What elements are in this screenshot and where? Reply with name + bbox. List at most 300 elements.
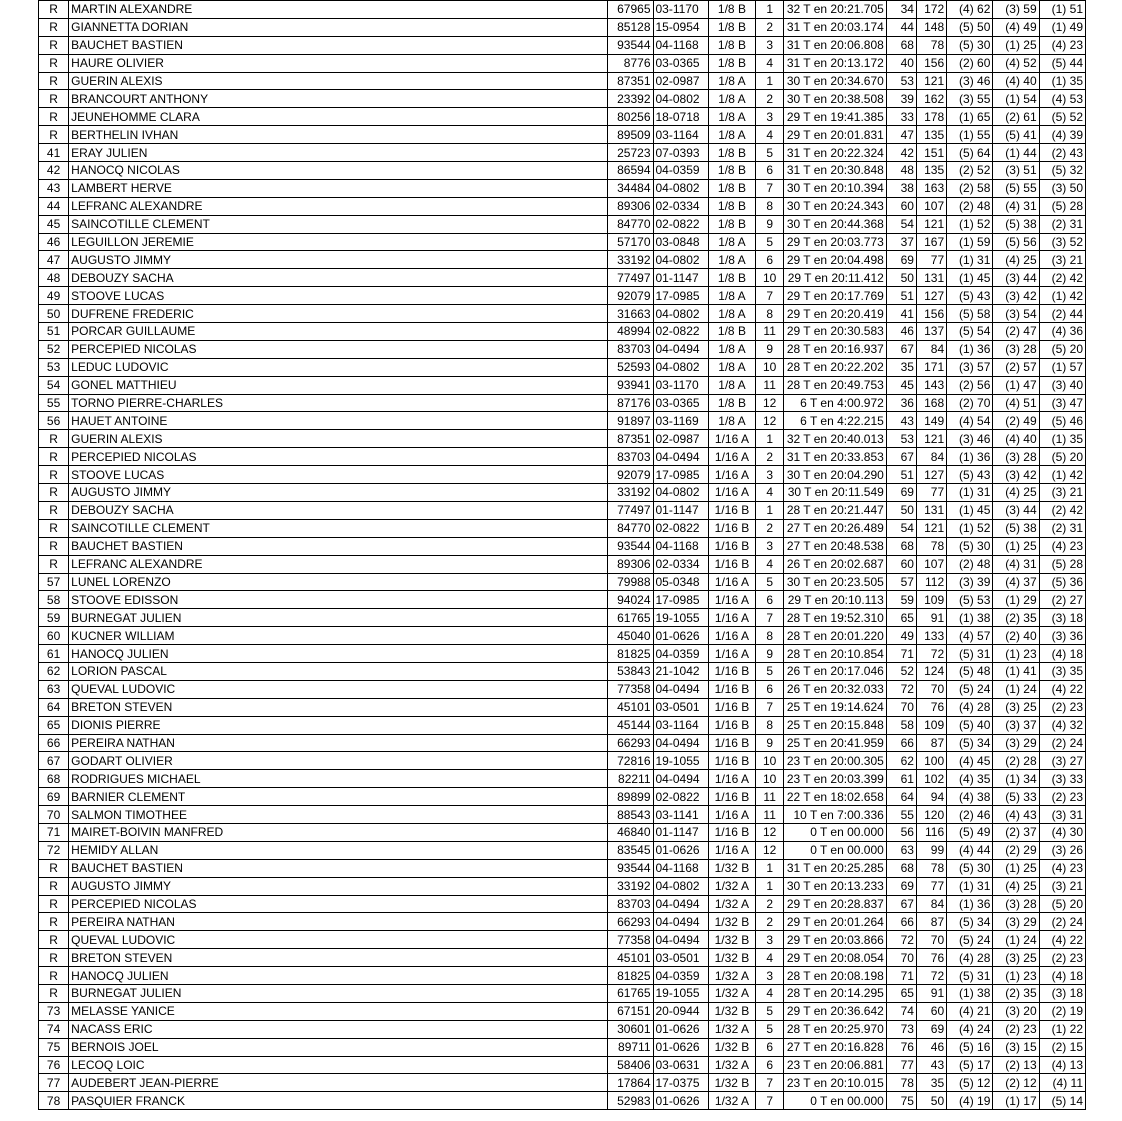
score2-cell: (4) 52 xyxy=(993,54,1039,72)
table-row xyxy=(39,984,1086,1002)
laps-time-cell: 27 T en 20:48.538 xyxy=(784,537,887,555)
seed-cell: 75 xyxy=(886,1092,916,1110)
rank-cell: 53 xyxy=(39,358,69,376)
results-body xyxy=(39,1,1086,1110)
club-cell: 04-0494 xyxy=(653,340,708,358)
licence-cell: 33192 xyxy=(608,877,653,895)
licence-cell: 67151 xyxy=(608,1002,653,1020)
score1-cell: (4) 44 xyxy=(947,841,993,859)
round-cell: 1/16 A xyxy=(708,591,755,609)
rank-cell: R xyxy=(39,126,69,144)
rank-cell: 75 xyxy=(39,1038,69,1056)
laps-time-cell: 29 T en 20:28.837 xyxy=(784,895,887,913)
name-cell: LEDUC LUDOVIC xyxy=(69,358,608,376)
rank-cell: R xyxy=(39,967,69,985)
table-row xyxy=(39,108,1086,126)
score3-cell: (4) 23 xyxy=(1039,36,1085,54)
laps-time-cell: 28 T en 20:21.447 xyxy=(784,501,887,519)
name-cell: PEREIRA NATHAN xyxy=(69,734,608,752)
rank-cell: 77 xyxy=(39,1074,69,1092)
licence-cell: 17864 xyxy=(608,1074,653,1092)
club-cell: 04-0359 xyxy=(653,162,708,180)
position-cell: 1 xyxy=(756,1,784,19)
laps-time-cell: 30 T en 20:38.508 xyxy=(784,90,887,108)
points-cell: 120 xyxy=(916,806,946,824)
score1-cell: (1) 52 xyxy=(947,519,993,537)
round-cell: 1/16 A xyxy=(708,573,755,591)
position-cell: 7 xyxy=(756,1092,784,1110)
points-cell: 137 xyxy=(916,323,946,341)
position-cell: 8 xyxy=(756,305,784,323)
score1-cell: (5) 50 xyxy=(947,18,993,36)
round-cell: 1/32 B xyxy=(708,1074,755,1092)
table-row xyxy=(39,662,1086,680)
round-cell: 1/16 B xyxy=(708,501,755,519)
licence-cell: 83703 xyxy=(608,448,653,466)
score2-cell: (3) 44 xyxy=(993,501,1039,519)
table-row xyxy=(39,36,1086,54)
points-cell: 78 xyxy=(916,36,946,54)
points-cell: 107 xyxy=(916,197,946,215)
seed-cell: 60 xyxy=(886,555,916,573)
score2-cell: (2) 57 xyxy=(993,358,1039,376)
name-cell: PASQUIER FRANCK xyxy=(69,1092,608,1110)
laps-time-cell: 0 T en 00.000 xyxy=(784,823,887,841)
score3-cell: (1) 42 xyxy=(1039,287,1085,305)
score2-cell: (2) 29 xyxy=(993,841,1039,859)
table-row xyxy=(39,466,1086,484)
score2-cell: (2) 49 xyxy=(993,412,1039,430)
score2-cell: (5) 56 xyxy=(993,233,1039,251)
round-cell: 1/8 A xyxy=(708,340,755,358)
position-cell: 7 xyxy=(756,609,784,627)
score1-cell: (5) 40 xyxy=(947,716,993,734)
licence-cell: 84770 xyxy=(608,519,653,537)
laps-time-cell: 28 T en 19:52.310 xyxy=(784,609,887,627)
table-row xyxy=(39,412,1086,430)
club-cell: 03-0365 xyxy=(653,394,708,412)
position-cell: 9 xyxy=(756,215,784,233)
score1-cell: (1) 59 xyxy=(947,233,993,251)
round-cell: 1/16 A xyxy=(708,430,755,448)
seed-cell: 57 xyxy=(886,573,916,591)
seed-cell: 66 xyxy=(886,913,916,931)
laps-time-cell: 29 T en 20:01.264 xyxy=(784,913,887,931)
name-cell: ERAY JULIEN xyxy=(69,144,608,162)
laps-time-cell: 27 T en 20:26.489 xyxy=(784,519,887,537)
club-cell: 02-0987 xyxy=(653,430,708,448)
points-cell: 77 xyxy=(916,877,946,895)
laps-time-cell: 31 T en 20:06.808 xyxy=(784,36,887,54)
rank-cell: R xyxy=(39,895,69,913)
rank-cell: R xyxy=(39,108,69,126)
name-cell: PORCAR GUILLAUME xyxy=(69,323,608,341)
score3-cell: (4) 30 xyxy=(1039,823,1085,841)
score1-cell: (5) 43 xyxy=(947,466,993,484)
laps-time-cell: 28 T en 20:10.854 xyxy=(784,645,887,663)
score3-cell: (2) 23 xyxy=(1039,949,1085,967)
name-cell: AUGUSTO JIMMY xyxy=(69,877,608,895)
licence-cell: 83703 xyxy=(608,895,653,913)
points-cell: 102 xyxy=(916,770,946,788)
score1-cell: (3) 46 xyxy=(947,72,993,90)
score2-cell: (4) 43 xyxy=(993,806,1039,824)
table-row xyxy=(39,1074,1086,1092)
licence-cell: 61765 xyxy=(608,984,653,1002)
laps-time-cell: 29 T en 20:04.498 xyxy=(784,251,887,269)
club-cell: 18-0718 xyxy=(653,108,708,126)
rank-cell: R xyxy=(39,72,69,90)
round-cell: 1/32 A xyxy=(708,877,755,895)
round-cell: 1/8 B xyxy=(708,162,755,180)
table-row xyxy=(39,573,1086,591)
laps-time-cell: 31 T en 20:13.172 xyxy=(784,54,887,72)
score3-cell: (5) 28 xyxy=(1039,197,1085,215)
licence-cell: 80256 xyxy=(608,108,653,126)
seed-cell: 76 xyxy=(886,1038,916,1056)
table-row xyxy=(39,734,1086,752)
name-cell: AUGUSTO JIMMY xyxy=(69,251,608,269)
score2-cell: (2) 23 xyxy=(993,1020,1039,1038)
score3-cell: (3) 18 xyxy=(1039,984,1085,1002)
seed-cell: 69 xyxy=(886,877,916,895)
name-cell: BRETON STEVEN xyxy=(69,698,608,716)
seed-cell: 61 xyxy=(886,770,916,788)
round-cell: 1/8 A xyxy=(708,287,755,305)
seed-cell: 71 xyxy=(886,645,916,663)
points-cell: 46 xyxy=(916,1038,946,1056)
score2-cell: (1) 23 xyxy=(993,645,1039,663)
licence-cell: 52983 xyxy=(608,1092,653,1110)
score1-cell: (1) 45 xyxy=(947,269,993,287)
score1-cell: (5) 12 xyxy=(947,1074,993,1092)
score2-cell: (3) 51 xyxy=(993,162,1039,180)
club-cell: 04-0494 xyxy=(653,448,708,466)
round-cell: 1/16 B xyxy=(708,752,755,770)
licence-cell: 30601 xyxy=(608,1020,653,1038)
score2-cell: (3) 25 xyxy=(993,949,1039,967)
score3-cell: (1) 35 xyxy=(1039,430,1085,448)
score2-cell: (2) 37 xyxy=(993,823,1039,841)
points-cell: 156 xyxy=(916,305,946,323)
rank-cell: R xyxy=(39,555,69,573)
score1-cell: (3) 39 xyxy=(947,573,993,591)
rank-cell: R xyxy=(39,36,69,54)
points-cell: 124 xyxy=(916,662,946,680)
score1-cell: (1) 45 xyxy=(947,501,993,519)
table-row xyxy=(39,179,1086,197)
points-cell: 156 xyxy=(916,54,946,72)
table-row xyxy=(39,484,1086,502)
round-cell: 1/8 B xyxy=(708,18,755,36)
rank-cell: 70 xyxy=(39,806,69,824)
points-cell: 151 xyxy=(916,144,946,162)
table-row xyxy=(39,233,1086,251)
score1-cell: (4) 28 xyxy=(947,949,993,967)
score2-cell: (4) 31 xyxy=(993,555,1039,573)
score2-cell: (2) 35 xyxy=(993,984,1039,1002)
name-cell: KUCNER WILLIAM xyxy=(69,627,608,645)
seed-cell: 53 xyxy=(886,72,916,90)
licence-cell: 89509 xyxy=(608,126,653,144)
table-row xyxy=(39,1092,1086,1110)
licence-cell: 89711 xyxy=(608,1038,653,1056)
score3-cell: (4) 53 xyxy=(1039,90,1085,108)
score3-cell: (5) 44 xyxy=(1039,54,1085,72)
club-cell: 04-1168 xyxy=(653,537,708,555)
score2-cell: (5) 33 xyxy=(993,788,1039,806)
rank-cell: 72 xyxy=(39,841,69,859)
seed-cell: 43 xyxy=(886,412,916,430)
position-cell: 5 xyxy=(756,144,784,162)
rank-cell: R xyxy=(39,913,69,931)
position-cell: 11 xyxy=(756,376,784,394)
laps-time-cell: 29 T en 20:17.769 xyxy=(784,287,887,305)
laps-time-cell: 32 T en 20:40.013 xyxy=(784,430,887,448)
club-cell: 04-0494 xyxy=(653,734,708,752)
score1-cell: (5) 64 xyxy=(947,144,993,162)
position-cell: 3 xyxy=(756,931,784,949)
round-cell: 1/16 B xyxy=(708,788,755,806)
score2-cell: (3) 28 xyxy=(993,448,1039,466)
licence-cell: 93544 xyxy=(608,537,653,555)
score2-cell: (1) 54 xyxy=(993,90,1039,108)
licence-cell: 77358 xyxy=(608,931,653,949)
round-cell: 1/16 B xyxy=(708,716,755,734)
points-cell: 91 xyxy=(916,984,946,1002)
score1-cell: (5) 34 xyxy=(947,734,993,752)
name-cell: PERCEPIED NICOLAS xyxy=(69,340,608,358)
club-cell: 02-0334 xyxy=(653,555,708,573)
position-cell: 11 xyxy=(756,788,784,806)
position-cell: 10 xyxy=(756,358,784,376)
club-cell: 03-1169 xyxy=(653,412,708,430)
licence-cell: 67965 xyxy=(608,1,653,19)
name-cell: SAINCOTILLE CLEMENT xyxy=(69,215,608,233)
score3-cell: (3) 21 xyxy=(1039,484,1085,502)
licence-cell: 58406 xyxy=(608,1056,653,1074)
points-cell: 99 xyxy=(916,841,946,859)
seed-cell: 51 xyxy=(886,466,916,484)
laps-time-cell: 28 T en 20:25.970 xyxy=(784,1020,887,1038)
seed-cell: 69 xyxy=(886,484,916,502)
club-cell: 04-0802 xyxy=(653,90,708,108)
points-cell: 72 xyxy=(916,645,946,663)
seed-cell: 72 xyxy=(886,680,916,698)
score1-cell: (2) 58 xyxy=(947,179,993,197)
score3-cell: (1) 22 xyxy=(1039,1020,1085,1038)
seed-cell: 59 xyxy=(886,591,916,609)
score1-cell: (4) 35 xyxy=(947,770,993,788)
table-row xyxy=(39,519,1086,537)
points-cell: 135 xyxy=(916,126,946,144)
laps-time-cell: 31 T en 20:22.324 xyxy=(784,144,887,162)
score1-cell: (2) 48 xyxy=(947,197,993,215)
score1-cell: (3) 46 xyxy=(947,430,993,448)
score3-cell: (3) 18 xyxy=(1039,609,1085,627)
score1-cell: (4) 24 xyxy=(947,1020,993,1038)
points-cell: 127 xyxy=(916,287,946,305)
laps-time-cell: 31 T en 20:03.174 xyxy=(784,18,887,36)
club-cell: 02-0822 xyxy=(653,788,708,806)
seed-cell: 65 xyxy=(886,609,916,627)
score3-cell: (2) 23 xyxy=(1039,698,1085,716)
club-cell: 01-1147 xyxy=(653,823,708,841)
position-cell: 10 xyxy=(756,770,784,788)
name-cell: BAUCHET BASTIEN xyxy=(69,537,608,555)
club-cell: 02-0822 xyxy=(653,215,708,233)
club-cell: 03-0848 xyxy=(653,233,708,251)
table-row xyxy=(39,591,1086,609)
club-cell: 05-0348 xyxy=(653,573,708,591)
club-cell: 03-1164 xyxy=(653,716,708,734)
rank-cell: 67 xyxy=(39,752,69,770)
points-cell: 121 xyxy=(916,72,946,90)
club-cell: 01-0626 xyxy=(653,1092,708,1110)
score2-cell: (3) 28 xyxy=(993,340,1039,358)
rank-cell: 64 xyxy=(39,698,69,716)
club-cell: 19-1055 xyxy=(653,752,708,770)
position-cell: 4 xyxy=(756,126,784,144)
points-cell: 91 xyxy=(916,609,946,627)
rank-cell: R xyxy=(39,501,69,519)
name-cell: GODART OLIVIER xyxy=(69,752,608,770)
position-cell: 1 xyxy=(756,72,784,90)
score2-cell: (2) 40 xyxy=(993,627,1039,645)
position-cell: 4 xyxy=(756,54,784,72)
score1-cell: (4) 28 xyxy=(947,698,993,716)
position-cell: 5 xyxy=(756,233,784,251)
score3-cell: (5) 28 xyxy=(1039,555,1085,573)
club-cell: 03-0501 xyxy=(653,698,708,716)
licence-cell: 45101 xyxy=(608,698,653,716)
table-row xyxy=(39,430,1086,448)
rank-cell: 48 xyxy=(39,269,69,287)
rank-cell: 52 xyxy=(39,340,69,358)
laps-time-cell: 0 T en 00.000 xyxy=(784,1092,887,1110)
points-cell: 109 xyxy=(916,716,946,734)
round-cell: 1/16 A xyxy=(708,448,755,466)
name-cell: JEUNEHOMME CLARA xyxy=(69,108,608,126)
score1-cell: (5) 24 xyxy=(947,931,993,949)
score2-cell: (3) 42 xyxy=(993,287,1039,305)
score2-cell: (5) 38 xyxy=(993,519,1039,537)
licence-cell: 92079 xyxy=(608,466,653,484)
points-cell: 135 xyxy=(916,162,946,180)
position-cell: 2 xyxy=(756,448,784,466)
score2-cell: (3) 15 xyxy=(993,1038,1039,1056)
round-cell: 1/16 A xyxy=(708,609,755,627)
score2-cell: (4) 37 xyxy=(993,573,1039,591)
table-row xyxy=(39,537,1086,555)
points-cell: 109 xyxy=(916,591,946,609)
score2-cell: (2) 61 xyxy=(993,108,1039,126)
table-row xyxy=(39,967,1086,985)
licence-cell: 79988 xyxy=(608,573,653,591)
round-cell: 1/32 A xyxy=(708,967,755,985)
score2-cell: (4) 51 xyxy=(993,394,1039,412)
table-row xyxy=(39,609,1086,627)
laps-time-cell: 30 T en 20:10.394 xyxy=(784,179,887,197)
round-cell: 1/8 B xyxy=(708,36,755,54)
table-row xyxy=(39,501,1086,519)
name-cell: BAUCHET BASTIEN xyxy=(69,859,608,877)
licence-cell: 66293 xyxy=(608,734,653,752)
score1-cell: (1) 31 xyxy=(947,251,993,269)
score3-cell: (5) 52 xyxy=(1039,108,1085,126)
position-cell: 7 xyxy=(756,1074,784,1092)
score1-cell: (1) 36 xyxy=(947,340,993,358)
score2-cell: (4) 40 xyxy=(993,72,1039,90)
club-cell: 02-0334 xyxy=(653,197,708,215)
licence-cell: 87351 xyxy=(608,72,653,90)
round-cell: 1/8 A xyxy=(708,72,755,90)
laps-time-cell: 28 T en 20:16.937 xyxy=(784,340,887,358)
score2-cell: (1) 29 xyxy=(993,591,1039,609)
position-cell: 5 xyxy=(756,662,784,680)
points-cell: 94 xyxy=(916,788,946,806)
licence-cell: 92079 xyxy=(608,287,653,305)
score2-cell: (1) 25 xyxy=(993,859,1039,877)
table-row xyxy=(39,680,1086,698)
points-cell: 76 xyxy=(916,698,946,716)
seed-cell: 44 xyxy=(886,18,916,36)
position-cell: 2 xyxy=(756,18,784,36)
score3-cell: (4) 23 xyxy=(1039,537,1085,555)
seed-cell: 67 xyxy=(886,895,916,913)
score3-cell: (3) 40 xyxy=(1039,376,1085,394)
seed-cell: 49 xyxy=(886,627,916,645)
round-cell: 1/32 B xyxy=(708,913,755,931)
laps-time-cell: 30 T en 20:34.670 xyxy=(784,72,887,90)
table-row xyxy=(39,162,1086,180)
name-cell: PEREIRA NATHAN xyxy=(69,913,608,931)
results-table xyxy=(38,0,1086,1110)
points-cell: 121 xyxy=(916,215,946,233)
name-cell: STOOVE LUCAS xyxy=(69,287,608,305)
licence-cell: 77358 xyxy=(608,680,653,698)
laps-time-cell: 32 T en 20:21.705 xyxy=(784,1,887,19)
name-cell: HEMIDY ALLAN xyxy=(69,841,608,859)
score2-cell: (4) 25 xyxy=(993,251,1039,269)
score3-cell: (4) 22 xyxy=(1039,680,1085,698)
club-cell: 04-0494 xyxy=(653,913,708,931)
score1-cell: (1) 31 xyxy=(947,877,993,895)
score1-cell: (4) 19 xyxy=(947,1092,993,1110)
seed-cell: 64 xyxy=(886,788,916,806)
laps-time-cell: 30 T en 20:44.368 xyxy=(784,215,887,233)
seed-cell: 36 xyxy=(886,394,916,412)
position-cell: 6 xyxy=(756,162,784,180)
seed-cell: 63 xyxy=(886,841,916,859)
score3-cell: (2) 31 xyxy=(1039,215,1085,233)
table-row xyxy=(39,716,1086,734)
score3-cell: (3) 31 xyxy=(1039,806,1085,824)
score1-cell: (2) 60 xyxy=(947,54,993,72)
licence-cell: 87176 xyxy=(608,394,653,412)
score3-cell: (1) 42 xyxy=(1039,466,1085,484)
laps-time-cell: 26 T en 20:02.687 xyxy=(784,555,887,573)
position-cell: 1 xyxy=(756,859,784,877)
name-cell: DIONIS PIERRE xyxy=(69,716,608,734)
table-row xyxy=(39,806,1086,824)
rank-cell: 54 xyxy=(39,376,69,394)
score2-cell: (1) 41 xyxy=(993,662,1039,680)
rank-cell: 78 xyxy=(39,1092,69,1110)
rank-cell: 65 xyxy=(39,716,69,734)
score3-cell: (3) 21 xyxy=(1039,877,1085,895)
licence-cell: 94024 xyxy=(608,591,653,609)
